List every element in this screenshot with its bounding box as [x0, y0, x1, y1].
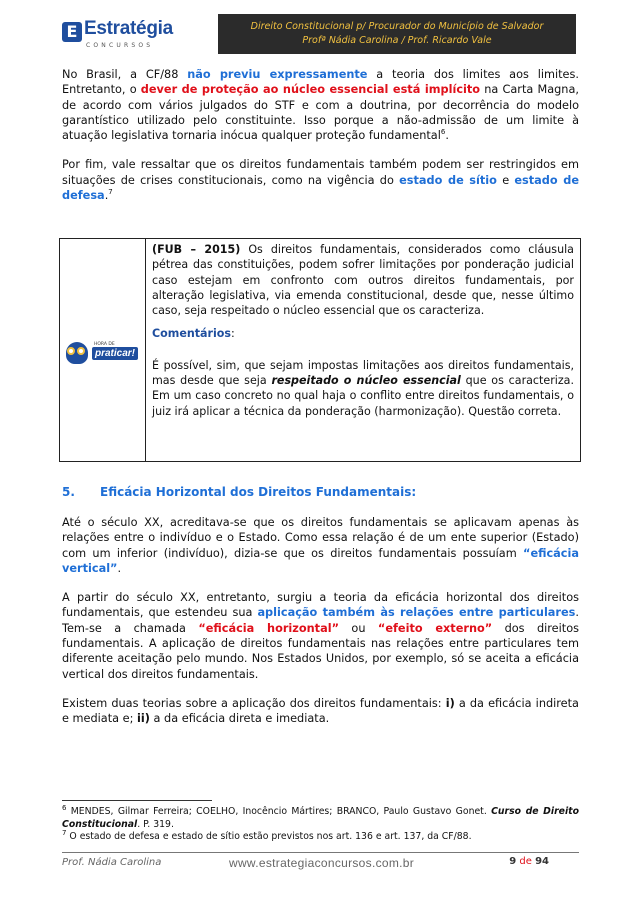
paragraph-vertical: Até o século XX, acreditava-se que os direitos fundamentais se aplicavam apenas às relações entre o indivíduo e o Estado. Como essa relação é de um ente superior (Estado) com um inferior (indivíduo), dizia-se que os direitos fundamentais possuíam “eficácia vertical”.	[62, 516, 579, 575]
practice-question-box	[59, 238, 581, 462]
footnote-divider	[62, 800, 212, 801]
comments-heading: Comentários:	[152, 327, 235, 341]
paragraph-crises: Por fim, vale ressaltar que os direitos fundamentais também podem ser restringidos em situações de crises constitucionais, como na vigência do estado de sítio e estado de defesa.$^7$	[62, 158, 579, 203]
course-professors: Profª Nádia Carolina / Prof. Ricardo Vale	[302, 35, 492, 46]
footnote-7: $^7$ O estado de defesa e estado de sítio estão previstos nos art. 136 e art. 137, da CF/88.	[62, 828, 472, 842]
hora-de-praticar-badge	[66, 342, 142, 364]
section-number: 5.	[62, 485, 75, 499]
estrategia-logo	[62, 18, 202, 54]
page-number: 9 de 94	[509, 856, 549, 867]
owl-icon	[66, 342, 88, 364]
page-footer	[62, 852, 579, 868]
section-content	[62, 515, 579, 741]
question-badge-column	[60, 239, 146, 461]
question-answer: É possível, sim, que sejam impostas limitações aos direitos fundamentais, mas desde que seja respeitado o núcleo essencial que os caracteriza. Em um caso concreto no qual haja o conflito entre direitos fundamentais, o juiz irá aplicar a técnica da ponderação (harmonização). Questão correta.	[152, 358, 574, 418]
paragraph-theories: Existem duas teorias sobre a aplicação dos direitos fundamentais: i) a da eficácia indireta e mediata e; ii) a da eficácia direta e imediata.	[62, 696, 579, 726]
question-content	[146, 239, 580, 461]
section-heading	[62, 485, 579, 499]
paragraph-horizontal: A partir do século XX, entretanto, surgiu a teoria da eficácia horizontal dos direitos fundamentais, que estendeu sua aplicação também às relações entre particulares. Tem-se a chamada “eficácia horizontal” ou “efeito externo” dos direitos fundamentais. A aplicação de direitos fundamentais nas relações entre particulares tem diferente aceitação pelo mundo. Nos Estados Unidos, por exemplo, só se aceita a eficácia vertical dos direitos fundamentais.	[62, 591, 579, 681]
section-title: Eficácia Horizontal dos Direitos Fundamentais:	[100, 485, 417, 499]
logo-mark-icon: E	[62, 22, 82, 42]
course-title: Direito Constitucional p/ Procurador do Município de Salvador	[250, 21, 544, 32]
course-banner	[218, 14, 576, 54]
logo-name: Estratégia	[84, 18, 173, 39]
paragraph-limits: No Brasil, a CF/88 não previu expressamente a teoria dos limites aos limites. Entretanto, o dever de proteção ao núcleo essencial está implícito na Carta Magna, de acordo com vários julgados do STF e com a doutrina, por decorrência do modelo garantístico utilizado pelo constituinte. Isso porque a não-admissão de um limite à atuação legislativa tornaria inócua qualquer proteção fundamental$^6$.	[62, 68, 579, 143]
footer-author: Prof. Nádia Carolina	[62, 857, 162, 868]
footnotes	[62, 803, 579, 844]
footnote-6: $^6$ MENDES, Gilmar Ferreira; COELHO, Inocêncio Mártires; BRANCO, Paulo Gustavo Gonet. Curso de Direito Constitucional. P. 319.	[62, 803, 579, 830]
footer-website-link[interactable]: www.estrategiaconcursos.com.br	[229, 856, 415, 870]
page-header	[62, 14, 576, 54]
logo-subtitle: CONCURSOS	[86, 42, 154, 49]
badge-title: praticar!	[92, 347, 138, 360]
badge-caption: HORA DE	[94, 342, 115, 347]
footnote-ref-7[interactable]: 7	[108, 188, 113, 197]
question-source: (FUB – 2015)	[152, 243, 241, 256]
question-statement: (FUB – 2015) Os direitos fundamentais, considerados como cláusula pétrea das constituições, podem sofrer limitações por ponderação judicial caso estejam em confronto com outros direitos fundamentais, por alteração legislativa, via emenda constitucional, desde que, nesse último caso, seja respeitado o núcleo essencial que os caracteriza.	[152, 243, 574, 318]
intro-content	[62, 67, 579, 217]
footnote-ref-6[interactable]: 6	[440, 128, 446, 137]
